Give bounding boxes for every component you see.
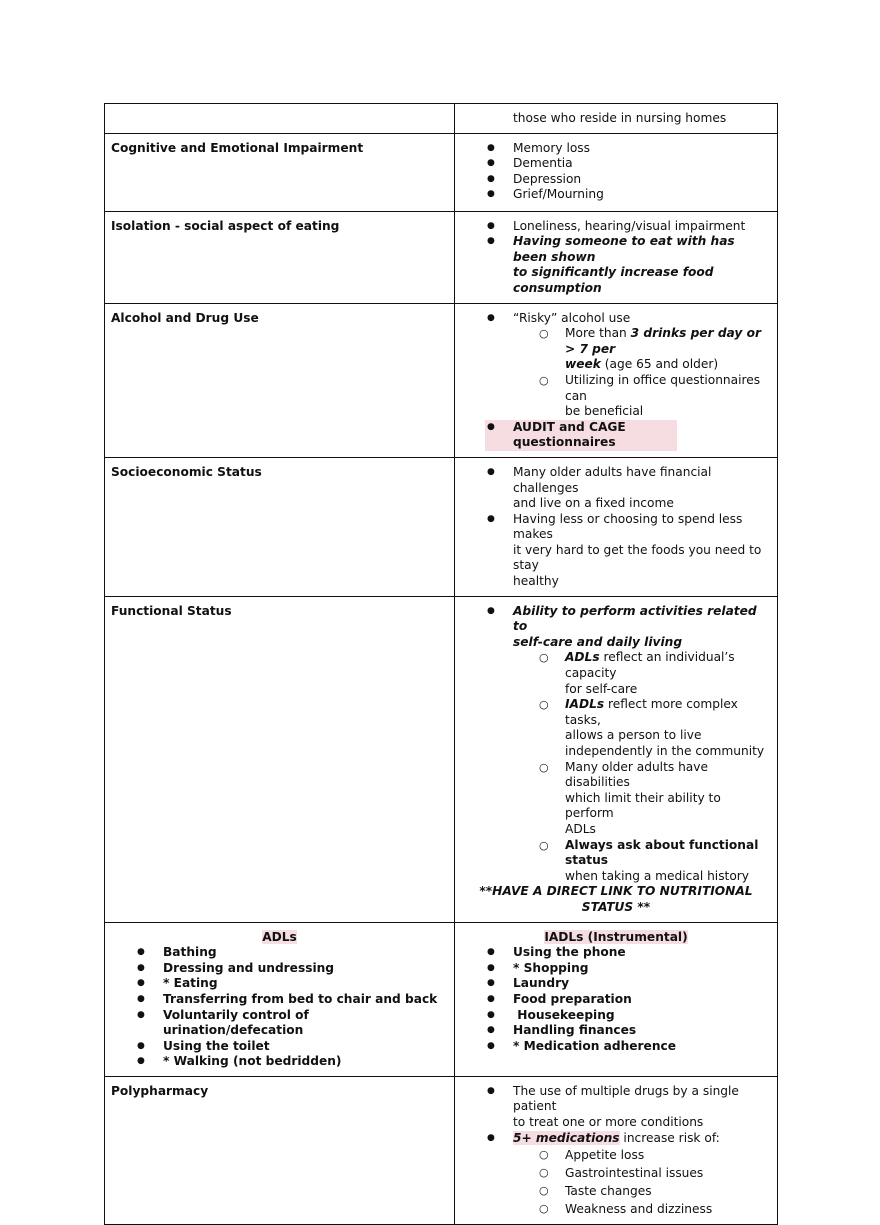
text-line: it very hard to get the foods you need to stay	[513, 542, 762, 573]
text-line: when taking a medical history	[565, 868, 749, 883]
sub-list-item: ○ Gastrointestinal issues	[539, 1166, 704, 1181]
circle-bullet-icon: ○	[539, 327, 549, 341]
sub-list-item: ○ Utilizing in office questionnaires can	[539, 372, 761, 403]
text-line: self-care and daily living	[513, 634, 683, 649]
list-item: ● Handling finances	[487, 1023, 637, 1038]
iadl-column	[455, 922, 778, 1076]
table-row	[105, 1076, 778, 1224]
circle-bullet-icon: ○	[539, 838, 549, 852]
list-item: ● Loneliness, hearing/visual impairment	[487, 218, 746, 233]
bullet-icon: ●	[487, 993, 495, 1004]
list-item: ● Depression	[487, 171, 582, 186]
row-label: Alcohol and Drug Use	[105, 303, 455, 457]
list-item: ● “Risky” alcohol use	[487, 310, 631, 325]
bullet-icon: ●	[487, 605, 495, 616]
table-row	[105, 457, 778, 596]
row-content	[455, 211, 778, 303]
list-item: ● Laundry	[487, 976, 570, 991]
bullet-icon: ●	[487, 947, 495, 958]
list-item: ● * Shopping	[487, 960, 589, 975]
list-item: ● Ability to perform activities related to	[487, 603, 757, 634]
circle-bullet-icon: ○	[539, 760, 549, 774]
bullet-icon: ●	[487, 173, 495, 184]
row-content	[455, 596, 778, 922]
text-line: which limit their ability to perform	[565, 790, 721, 821]
bullet-icon: ●	[487, 236, 495, 247]
iadl-title: IADLs (Instrumental)	[544, 929, 688, 944]
sub-list-item: ○ Many older adults have disabilities	[539, 759, 708, 790]
text-line: healthy	[513, 574, 559, 589]
notes-table	[104, 103, 778, 1225]
text-line: for self-care	[565, 681, 638, 696]
text-line: week (age 65 and older)	[565, 357, 719, 372]
bullet-icon: ●	[487, 421, 495, 432]
list-item: ● Many older adults have financial challenges	[487, 464, 712, 495]
row-label	[105, 104, 455, 134]
adl-column	[105, 922, 455, 1076]
table-row	[105, 596, 778, 922]
list-item: ● 5+ medications increase risk of:	[487, 1130, 720, 1145]
table-row	[105, 211, 778, 303]
list-item: ● Having less or choosing to spend less makes	[487, 511, 743, 542]
circle-bullet-icon: ○	[539, 651, 549, 665]
row-content	[455, 133, 778, 211]
direct-link-note: **HAVE A DIRECT LINK TO NUTRITIONAL STATUS **	[479, 884, 753, 914]
adl-title: ADLs	[262, 929, 297, 944]
bullet-icon: ●	[137, 978, 145, 989]
list-item: ● * Eating	[137, 976, 218, 991]
list-item: ● The use of multiple drugs by a single patient	[487, 1083, 739, 1114]
bullet-icon: ●	[137, 1056, 145, 1067]
sub-list-item: ○ More than 3 drinks per day or > 7 per	[539, 326, 761, 356]
bullet-icon: ●	[487, 189, 495, 200]
list-item: ● Dementia	[487, 156, 573, 171]
bullet-icon: ●	[137, 1040, 145, 1051]
list-item: ● Bathing	[137, 945, 217, 960]
bullet-icon: ●	[487, 978, 495, 989]
row-label: Polypharmacy	[105, 1076, 455, 1224]
bullet-icon: ●	[487, 312, 495, 323]
bullet-icon: ●	[137, 947, 145, 958]
bullet-icon: ●	[487, 513, 495, 524]
bullet-icon: ●	[137, 962, 145, 973]
bullet-icon: ●	[487, 1040, 495, 1051]
text-line: to treat one or more conditions	[513, 1115, 704, 1130]
list-item: ● Voluntarily control of urination/defecation	[137, 1007, 309, 1038]
bullet-icon: ●	[137, 993, 145, 1004]
sub-list-item: ○ Weakness and dizziness	[539, 1202, 713, 1217]
bullet-icon: ●	[487, 1132, 495, 1143]
circle-bullet-icon: ○	[539, 1166, 549, 1180]
list-item: ● AUDIT and CAGE questionnaires	[485, 420, 677, 451]
row-label: Socioeconomic Status	[105, 457, 455, 596]
row-content	[455, 303, 778, 457]
bullet-icon: ●	[487, 1009, 495, 1020]
bullet-icon: ●	[487, 142, 495, 153]
text-line: ADLs	[565, 821, 596, 836]
circle-bullet-icon: ○	[539, 373, 549, 387]
text-line: be beneficial	[565, 404, 644, 419]
circle-bullet-icon: ○	[539, 698, 549, 712]
text-line: to significantly increase food consumption	[513, 265, 714, 295]
list-item: ● Housekeeping	[487, 1007, 615, 1022]
text-line: allows a person to live	[565, 728, 702, 743]
circle-bullet-icon: ○	[539, 1148, 549, 1162]
bullet-icon: ●	[487, 158, 495, 169]
sub-list-item: ○ Appetite loss	[539, 1148, 645, 1163]
bullet-icon: ●	[487, 1085, 495, 1096]
list-item: ● Having someone to eat with has been shown	[487, 234, 735, 264]
list-item: ● Memory loss	[487, 140, 590, 155]
list-item: ● Food preparation	[487, 991, 632, 1006]
list-item: ● Grief/Mourning	[487, 187, 604, 202]
row-content	[455, 104, 778, 134]
table-row	[105, 133, 778, 211]
bullet-icon: ●	[487, 220, 495, 231]
sub-list-item: ○ Taste changes	[539, 1184, 652, 1199]
bullet-icon: ●	[487, 962, 495, 973]
sub-list-item: ○ ADLs reflect an individual’s capacity	[539, 650, 735, 681]
bullet-icon: ●	[487, 466, 495, 477]
list-item: ● Using the toilet	[137, 1038, 270, 1053]
row-content	[455, 457, 778, 596]
text-line: independently in the community	[565, 744, 765, 758]
list-item: ● Using the phone	[487, 945, 626, 960]
row-label: Functional Status	[105, 596, 455, 922]
sub-list-item: ○ IADLs reflect more complex tasks,	[539, 697, 738, 727]
list-item: ● Transferring from bed to chair and back	[137, 991, 438, 1006]
bullet-icon: ●	[137, 1009, 145, 1020]
bullet-icon: ●	[487, 1025, 495, 1036]
table-row	[105, 303, 778, 457]
row-label: Cognitive and Emotional Impairment	[105, 133, 455, 211]
table-row	[105, 104, 778, 134]
text-line: those who reside in nursing homes	[513, 111, 727, 125]
row-label: Isolation - social aspect of eating	[105, 211, 455, 303]
table-row	[105, 922, 778, 1076]
circle-bullet-icon: ○	[539, 1202, 549, 1216]
row-content	[455, 1076, 778, 1224]
circle-bullet-icon: ○	[539, 1184, 549, 1198]
text-line: and live on a fixed income	[513, 496, 674, 511]
sub-list-item: ○ Always ask about functional status	[539, 837, 759, 868]
list-item: ● * Walking (not bedridden)	[137, 1054, 342, 1069]
list-item: ● Dressing and undressing	[137, 960, 335, 975]
list-item: ● * Medication adherence	[487, 1038, 676, 1053]
